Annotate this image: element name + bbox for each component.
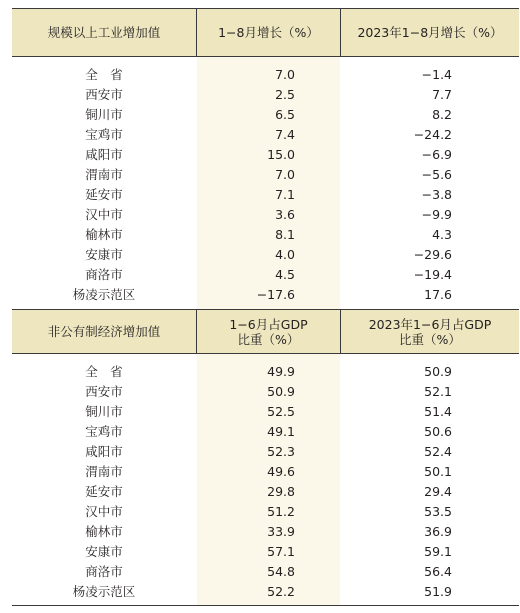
region-name: 汉中市 — [85, 504, 123, 519]
current-value: 52.3 — [267, 444, 295, 459]
table-row — [12, 285, 519, 305]
region-name: 延安市 — [85, 187, 123, 202]
region-name: 全 省 — [85, 67, 123, 82]
prior-value: −6.9 — [421, 147, 452, 162]
current-value: 49.1 — [267, 424, 295, 439]
table-row — [12, 502, 519, 522]
region-name: 安康市 — [85, 544, 123, 559]
region-name: 铜川市 — [85, 404, 123, 419]
header-indicator: 非公有制经济增加值 — [47, 324, 161, 339]
table-row — [12, 422, 519, 442]
industrial-value-table — [12, 8, 519, 311]
current-value: 7.4 — [275, 127, 295, 142]
current-value: 52.5 — [267, 404, 295, 419]
table-row — [12, 442, 519, 462]
prior-value: 17.6 — [424, 287, 452, 302]
prior-value: 50.1 — [424, 464, 452, 479]
region-name: 宝鸡市 — [85, 127, 123, 142]
region-name: 铜川市 — [85, 107, 123, 122]
prior-value: 50.6 — [424, 424, 452, 439]
region-name: 延安市 — [85, 484, 123, 499]
current-value: 7.1 — [275, 187, 295, 202]
non-public-economy-table — [12, 309, 519, 606]
current-value: 7.0 — [275, 67, 295, 82]
region-name: 咸阳市 — [85, 147, 123, 162]
prior-value: −9.9 — [421, 207, 452, 222]
current-value: −17.6 — [256, 287, 295, 302]
table-row — [12, 562, 519, 582]
prior-value: 52.4 — [424, 444, 452, 459]
prior-value: 36.9 — [424, 524, 452, 539]
current-value: 6.5 — [275, 107, 295, 122]
table-row — [12, 65, 519, 85]
region-name: 安康市 — [85, 247, 123, 262]
current-value: 49.9 — [267, 364, 295, 379]
header-prior-share: 2023年1−6月占GDP 比重（%） — [368, 316, 492, 347]
current-value: 49.6 — [267, 464, 295, 479]
prior-value: 51.9 — [424, 584, 452, 599]
prior-value: −3.8 — [421, 187, 452, 202]
prior-value: 56.4 — [424, 564, 452, 579]
current-value: 8.1 — [275, 227, 295, 242]
current-value: 50.9 — [267, 384, 295, 399]
table-row — [12, 402, 519, 422]
current-value: 52.2 — [267, 584, 295, 599]
prior-value: 53.5 — [424, 504, 452, 519]
table-row — [12, 225, 519, 245]
table-row — [12, 105, 519, 125]
header-current-share: 1−6月占GDP 比重（%） — [229, 316, 308, 347]
region-name: 咸阳市 — [85, 444, 123, 459]
current-value: 7.0 — [275, 167, 295, 182]
prior-value: −19.4 — [413, 267, 452, 282]
prior-value: −1.4 — [421, 67, 452, 82]
current-value: 51.2 — [267, 504, 295, 519]
table-body — [12, 57, 519, 311]
current-value: 4.0 — [275, 247, 295, 262]
region-name: 西安市 — [85, 384, 123, 399]
region-name: 宝鸡市 — [85, 424, 123, 439]
table-row — [12, 522, 519, 542]
current-value: 29.8 — [267, 484, 295, 499]
table-row — [12, 165, 519, 185]
table-header — [12, 309, 519, 354]
header-current-growth: 1−8月增长（%） — [218, 25, 319, 40]
region-name: 商洛市 — [85, 564, 123, 579]
table-row — [12, 145, 519, 165]
prior-value: 52.1 — [424, 384, 452, 399]
prior-value: 59.1 — [424, 544, 452, 559]
table-row — [12, 462, 519, 482]
region-name: 渭南市 — [85, 464, 123, 479]
table-row — [12, 85, 519, 105]
prior-value: 50.9 — [424, 364, 452, 379]
region-name: 汉中市 — [85, 207, 123, 222]
current-value: 3.6 — [275, 207, 295, 222]
current-value: 33.9 — [267, 524, 295, 539]
table-row — [12, 482, 519, 502]
table-row — [12, 582, 519, 602]
header-indicator: 规模以上工业增加值 — [47, 25, 161, 40]
region-name: 渭南市 — [85, 167, 123, 182]
region-name: 杨凌示范区 — [72, 287, 136, 302]
prior-value: 51.4 — [424, 404, 452, 419]
table-row — [12, 185, 519, 205]
table-header — [12, 8, 519, 57]
current-value: 57.1 — [267, 544, 295, 559]
region-name: 杨凌示范区 — [72, 584, 136, 599]
table-row — [12, 245, 519, 265]
prior-value: −29.6 — [413, 247, 452, 262]
region-name: 全 省 — [85, 364, 123, 379]
current-value: 15.0 — [267, 147, 295, 162]
region-name: 西安市 — [85, 87, 123, 102]
current-value: 54.8 — [267, 564, 295, 579]
prior-value: 29.4 — [424, 484, 452, 499]
table-row — [12, 382, 519, 402]
current-value: 4.5 — [275, 267, 295, 282]
region-name: 商洛市 — [85, 267, 123, 282]
prior-value: −5.6 — [421, 167, 452, 182]
table-body — [12, 354, 519, 606]
table-row — [12, 205, 519, 225]
table-row — [12, 265, 519, 285]
prior-value: 7.7 — [432, 87, 452, 102]
header-prior-growth: 2023年1−8月增长（%） — [357, 25, 503, 40]
prior-value: 8.2 — [432, 107, 452, 122]
region-name: 榆林市 — [85, 524, 123, 539]
current-value: 2.5 — [275, 87, 295, 102]
table-row — [12, 362, 519, 382]
prior-value: −24.2 — [413, 127, 452, 142]
table-row — [12, 125, 519, 145]
table-row — [12, 542, 519, 562]
prior-value: 4.3 — [432, 227, 452, 242]
region-name: 榆林市 — [85, 227, 123, 242]
